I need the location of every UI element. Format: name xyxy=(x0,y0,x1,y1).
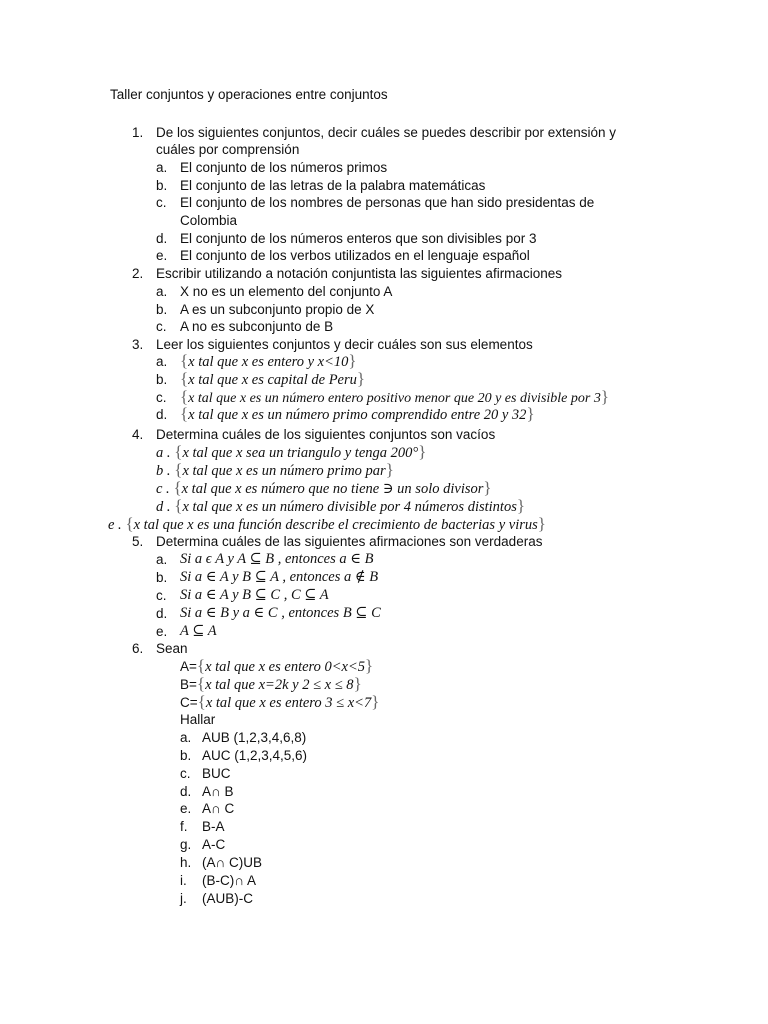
q6-item-i-letter: i. xyxy=(180,873,187,888)
q3-item-d-letter: d. xyxy=(156,407,168,422)
q1-number: 1. xyxy=(132,125,144,140)
q6-def-a: A={x tal que x es entero 0<x<5} xyxy=(180,656,374,675)
q2-item-c-letter: c. xyxy=(156,319,167,334)
q6-item-j: (AUB)-C xyxy=(202,891,253,906)
q1-item-e: El conjunto de los verbos utilizados en el lenguaje español xyxy=(180,248,530,263)
q4-item-b-letter: b . xyxy=(156,463,171,479)
q5-item-e-letter: e. xyxy=(156,624,168,639)
q6-item-g-letter: g. xyxy=(180,837,192,852)
q5-item-b-letter: b. xyxy=(156,570,168,585)
q6-item-f-letter: f. xyxy=(180,819,188,834)
q6-text: Sean xyxy=(156,641,188,656)
q4-number: 4. xyxy=(132,427,144,442)
q6-item-a: AUB (1,2,3,4,6,8) xyxy=(202,730,307,745)
q2-item-c: A no es subconjunto de B xyxy=(180,319,334,334)
q6-def-b: B={x tal que x=2k y 2 ≤ x ≤ 8} xyxy=(180,674,362,693)
q4-item-d-set: x tal que x es un número divisible por 4 números distintos xyxy=(182,499,517,515)
q4-item-a-set: x tal que x sea un triangulo y tenga 200° xyxy=(182,445,419,461)
q4-item-b: b . {x tal que x es un número primo par} xyxy=(156,460,394,479)
q2-item-a: X no es un elemento del conjunto A xyxy=(180,284,393,299)
q1-item-b: El conjunto de las letras de la palabra matemáticas xyxy=(180,178,486,193)
q6-number: 6. xyxy=(132,641,144,656)
q4-item-c-set: x tal que x es número que no tiene ∋ un solo divisor xyxy=(181,481,484,497)
q5-item-a: Si a ϵ A y A ⊆ B , entonces a ∈ B xyxy=(180,551,374,567)
q1-item-c-continued: Colombia xyxy=(180,213,238,228)
q6-item-f: B-A xyxy=(202,819,225,834)
q6-item-g: A-C xyxy=(202,837,226,852)
q2-item-b: A es un subconjunto propio de X xyxy=(180,302,375,317)
q3-item-b-letter: b. xyxy=(156,372,168,387)
q3-item-c: {x tal que x es un número entero positivo menor que 20 y es divisible por 3} xyxy=(180,387,610,406)
q1-item-c: El conjunto de los nombres de personas que han sido presidentas de xyxy=(180,195,595,210)
q5-text: Determina cuáles de las siguientes afirmaciones son verdaderas xyxy=(156,534,543,549)
q4-item-b-set: x tal que x es un número primo par xyxy=(182,463,386,479)
q5-item-d: Si a ∈ B y a ∈ C , entonces B ⊆ C xyxy=(180,605,381,621)
q6-item-e-letter: e. xyxy=(180,801,192,816)
q1-item-c-letter: c. xyxy=(156,195,167,210)
q6-item-c: BUC xyxy=(202,766,231,781)
q3-item-a-letter: a. xyxy=(156,354,168,369)
q2-item-b-letter: b. xyxy=(156,302,168,317)
q3-item-d: {x tal que x es un número primo comprendido entre 20 y 32} xyxy=(180,404,535,423)
q1-item-a-letter: a. xyxy=(156,160,168,175)
q5-item-d-letter: d. xyxy=(156,606,168,621)
q6-item-h-letter: h. xyxy=(180,855,192,870)
q6-item-d: A∩ B xyxy=(202,784,234,799)
q2-text: Escribir utilizando a notación conjuntista las siguientes afirmaciones xyxy=(156,266,562,281)
q6-def-a-prefix: A= xyxy=(180,659,197,674)
q4-item-d-letter: d . xyxy=(156,499,171,515)
q4-item-e-set: x tal que x es una función describe el crecimiento de bacterias y virus xyxy=(133,517,538,533)
q6-def-b-prefix: B= xyxy=(180,677,197,692)
q1-item-e-letter: e. xyxy=(156,248,168,263)
q3-item-c-set: x tal que x es un número entero positivo menor que 20 y es divisible por 3 xyxy=(188,391,601,406)
q6-def-c: C={x tal que x es entero 3 ≤ x<7} xyxy=(180,692,380,711)
q6-item-b-letter: b. xyxy=(180,748,192,763)
q2-item-a-letter: a. xyxy=(156,284,168,299)
q6-item-j-letter: j. xyxy=(180,891,187,906)
q6-def-c-prefix: C= xyxy=(180,695,198,710)
q6-hallar-label: Hallar xyxy=(180,712,216,727)
q6-item-a-letter: a. xyxy=(180,730,192,745)
q4-text: Determina cuáles de los siguientes conjuntos son vacíos xyxy=(156,427,496,442)
q4-item-a-letter: a . xyxy=(156,445,171,461)
q6-item-e: A∩ C xyxy=(202,801,235,816)
q3-number: 3. xyxy=(132,337,144,352)
q5-item-e: A ⊆ A xyxy=(180,623,217,639)
q6-item-c-letter: c. xyxy=(180,766,191,781)
q6-def-c-set: x tal que x es entero 3 ≤ x<7 xyxy=(205,695,372,711)
q3-item-a: {x tal que x es entero y x<10} xyxy=(180,351,357,370)
q5-number: 5. xyxy=(132,534,144,549)
q1-text-continued: cuáles por comprensión xyxy=(156,142,300,157)
q1-item-d: El conjunto de los números enteros que son divisibles por 3 xyxy=(180,231,537,246)
q4-item-c-letter: c . xyxy=(156,481,170,497)
q6-item-b: AUC (1,2,3,4,5,6) xyxy=(202,748,308,763)
q4-item-e: e . {x tal que x es una función describe el crecimiento de bacterias y virus} xyxy=(108,514,546,533)
q5-item-a-letter: a. xyxy=(156,552,168,567)
q3-item-c-letter: c. xyxy=(156,390,167,405)
q6-item-h: (A∩ C)UB xyxy=(202,855,262,870)
q4-item-e-letter: e . xyxy=(108,517,122,533)
q2-number: 2. xyxy=(132,266,144,281)
q4-item-a: a . {x tal que x sea un triangulo y tenga 200°} xyxy=(156,442,427,461)
q3-item-a-set: x tal que x es entero y x<10 xyxy=(188,354,349,370)
q5-item-c: Si a ∈ A y B ⊆ C , C ⊆ A xyxy=(180,587,329,603)
q1-item-b-letter: b. xyxy=(156,178,168,193)
q6-def-b-set: x tal que x=2k y 2 ≤ x ≤ 8 xyxy=(205,677,354,693)
q4-item-d: d . {x tal que x es un número divisible por 4 números distintos} xyxy=(156,496,526,515)
q3-item-b-set: x tal que x es capital de Peru xyxy=(188,372,357,388)
q3-text: Leer los siguientes conjuntos y decir cuáles son sus elementos xyxy=(156,337,533,352)
q3-item-d-set: x tal que x es un número primo comprendido entre 20 y 32 xyxy=(188,407,527,423)
q1-item-d-letter: d. xyxy=(156,231,168,246)
document-title: Taller conjuntos y operaciones entre conjuntos xyxy=(110,87,388,102)
q6-item-d-letter: d. xyxy=(180,784,192,799)
q5-item-c-letter: c. xyxy=(156,588,167,603)
q1-text: De los siguientes conjuntos, decir cuáles se puedes describir por extensión y xyxy=(156,125,617,140)
q5-item-b: Si a ∈ A y B ⊆ A , entonces a ∉ B xyxy=(180,569,379,585)
q6-def-a-set: x tal que x es entero 0<x<5 xyxy=(205,659,366,675)
q6-item-i: (B-C)∩ A xyxy=(202,873,256,888)
q4-item-c: c . {x tal que x es número que no tiene ∋ un solo divisor} xyxy=(156,478,492,497)
q1-item-a: El conjunto de los números primos xyxy=(180,160,388,175)
q3-item-b: {x tal que x es capital de Peru} xyxy=(180,369,366,388)
